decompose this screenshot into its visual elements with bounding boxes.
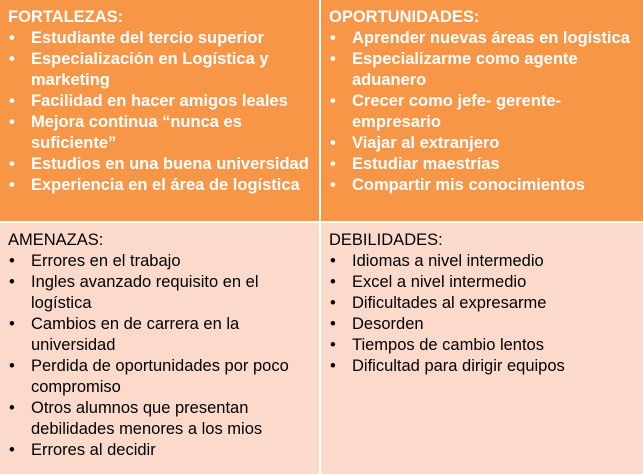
- amenazas-cell: [0, 223, 321, 474]
- amenazas-title: AMENAZAS:: [8, 231, 104, 249]
- bullet-icon: •: [9, 92, 15, 110]
- list-item-text: Excel a nivel intermedio: [352, 273, 527, 291]
- list-item: [329, 175, 635, 196]
- bullet-icon: •: [9, 252, 15, 270]
- list-item-text: Viajar al extranjero: [352, 134, 500, 152]
- list-item-text: Estudios en una buena universidad: [31, 155, 309, 173]
- bullet-icon: •: [9, 441, 15, 459]
- list-item-text: Otros alumnos que presentan debilidades menores a los mios: [31, 399, 263, 438]
- list-item: [8, 314, 311, 356]
- oportunidades-title: OPORTUNIDADES:: [329, 8, 480, 26]
- list-item-text: Experiencia en el área de logística: [31, 176, 300, 194]
- bullet-icon: •: [330, 252, 336, 270]
- list-item: [329, 28, 635, 49]
- list-item: [329, 335, 635, 356]
- list-item-text: Errores al decidir: [31, 441, 156, 459]
- list-item: [329, 251, 635, 272]
- list-item: [8, 28, 311, 49]
- bullet-icon: •: [9, 29, 15, 47]
- bullet-icon: •: [9, 50, 15, 68]
- list-item-text: Idiomas a nivel intermedio: [352, 252, 544, 270]
- list-item: [8, 251, 311, 272]
- bullet-icon: •: [9, 273, 15, 291]
- list-item-text: Dificultad para dirigir equipos: [352, 357, 565, 375]
- debilidades-title: DEBILIDADES:: [329, 231, 443, 249]
- list-item: [329, 272, 635, 293]
- list-item: [8, 154, 311, 175]
- list-item-text: Errores en el trabajo: [31, 252, 181, 270]
- list-item: [329, 133, 635, 154]
- fortalezas-title: FORTALEZAS:: [8, 8, 124, 26]
- list-item-text: Tiempos de cambio lentos: [352, 336, 544, 354]
- list-item-text: Especializarme como agente aduanero: [352, 50, 578, 89]
- oportunidades-cell: [321, 0, 643, 223]
- debilidades-cell: [321, 223, 643, 474]
- bullet-icon: •: [9, 399, 15, 417]
- list-item-text: Perdida de oportunidades por poco compromiso: [31, 357, 289, 396]
- list-item: [8, 91, 311, 112]
- bullet-icon: •: [330, 29, 336, 47]
- list-item-text: Aprender nuevas áreas en logística: [352, 29, 630, 47]
- bullet-icon: •: [330, 92, 336, 110]
- list-item: [8, 112, 311, 154]
- bullet-icon: •: [330, 155, 336, 173]
- list-item-text: Estudiante del tercio superior: [31, 29, 264, 47]
- amenazas-list: [8, 251, 311, 461]
- bullet-icon: •: [330, 357, 336, 375]
- oportunidades-list: [329, 28, 635, 196]
- bullet-icon: •: [330, 176, 336, 194]
- list-item-text: Cambios en de carrera en la universidad: [31, 315, 240, 354]
- bullet-icon: •: [9, 176, 15, 194]
- list-item: [8, 272, 311, 314]
- list-item: [8, 356, 311, 398]
- bullet-icon: •: [330, 134, 336, 152]
- list-item: [8, 398, 311, 440]
- list-item: [8, 49, 311, 91]
- list-item-text: Ingles avanzado requisito en el logística: [31, 273, 259, 312]
- list-item: [8, 440, 311, 461]
- debilidades-list: [329, 251, 635, 377]
- bullet-icon: •: [9, 357, 15, 375]
- fortalezas-cell: [0, 0, 321, 223]
- bullet-icon: •: [9, 315, 15, 333]
- list-item: [8, 175, 311, 196]
- list-item-text: Desorden: [352, 315, 424, 333]
- list-item: [329, 91, 635, 133]
- list-item: [329, 314, 635, 335]
- bullet-icon: •: [9, 155, 15, 173]
- list-item-text: Crecer como jefe- gerente-empresario: [352, 92, 562, 131]
- fortalezas-list: [8, 28, 311, 196]
- list-item-text: Dificultades al expresarme: [352, 294, 547, 312]
- list-item-text: Especialización en Logística y marketing: [31, 50, 269, 89]
- bullet-icon: •: [9, 113, 15, 131]
- bullet-icon: •: [330, 336, 336, 354]
- list-item-text: Mejora continua “nunca es suficiente”: [31, 113, 242, 152]
- bullet-icon: •: [330, 294, 336, 312]
- list-item: [329, 49, 635, 91]
- list-item-text: Compartir mis conocimientos: [352, 176, 585, 194]
- bullet-icon: •: [330, 315, 336, 333]
- list-item: [329, 154, 635, 175]
- bullet-icon: •: [330, 50, 336, 68]
- list-item-text: Estudiar maestrías: [352, 155, 500, 173]
- list-item: [329, 356, 635, 377]
- list-item-text: Facilidad en hacer amigos leales: [31, 92, 288, 110]
- bullet-icon: •: [330, 273, 336, 291]
- list-item: [329, 293, 635, 314]
